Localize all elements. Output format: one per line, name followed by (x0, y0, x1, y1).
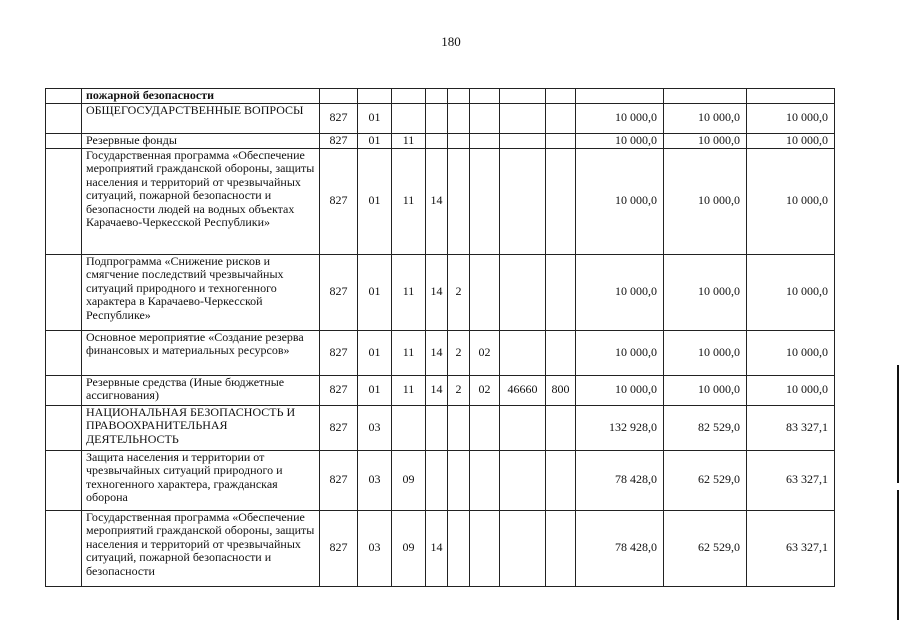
amount-cell: 78 428,0 (576, 510, 664, 586)
code-cell (500, 405, 546, 450)
code-cell: 02 (470, 330, 500, 375)
amount-cell: 83 327,1 (747, 405, 835, 450)
amount-cell: 10 000,0 (664, 133, 747, 148)
code-cell: 827 (320, 148, 358, 254)
code-cell (448, 510, 470, 586)
code-cell (470, 89, 500, 104)
code-cell: 827 (320, 103, 358, 133)
row-number-cell (46, 133, 82, 148)
code-cell: 01 (358, 103, 392, 133)
code-cell (500, 148, 546, 254)
code-cell (426, 450, 448, 510)
amount-cell: 82 529,0 (664, 405, 747, 450)
table-row (46, 510, 835, 586)
item-name-cell: НАЦИОНАЛЬНАЯ БЕЗОПАСНОСТЬ И ПРАВООХРАНИТЕЛЬНАЯ ДЕЯТЕЛЬНОСТЬ (82, 405, 320, 450)
code-cell: 09 (392, 510, 426, 586)
code-cell (448, 148, 470, 254)
code-cell: 827 (320, 450, 358, 510)
code-cell: 01 (358, 254, 392, 330)
amount-cell: 10 000,0 (747, 330, 835, 375)
code-cell: 2 (448, 375, 470, 405)
amount-cell: 10 000,0 (576, 103, 664, 133)
code-cell: 01 (358, 148, 392, 254)
table-row (46, 133, 835, 148)
code-cell (546, 148, 576, 254)
budget-table (45, 88, 835, 587)
item-name-cell: Подпрограмма «Снижение рисков и смягчение последствий чрезвычайных ситуаций природного и техногенного характера в Карачаево-Черкесской Республике» (82, 254, 320, 330)
amount-cell: 10 000,0 (576, 148, 664, 254)
table-row (46, 148, 835, 254)
amount-cell: 10 000,0 (576, 330, 664, 375)
table-row (46, 103, 835, 133)
row-number-cell (46, 254, 82, 330)
code-cell (470, 510, 500, 586)
table-row (46, 254, 835, 330)
code-cell: 03 (358, 450, 392, 510)
code-cell: 11 (392, 133, 426, 148)
table-row (46, 450, 835, 510)
code-cell (500, 330, 546, 375)
amount-cell: 10 000,0 (664, 375, 747, 405)
code-cell: 11 (392, 148, 426, 254)
amount-cell: 10 000,0 (664, 103, 747, 133)
code-cell (546, 330, 576, 375)
amount-cell: 63 327,1 (747, 450, 835, 510)
amount-cell: 62 529,0 (664, 450, 747, 510)
code-cell: 09 (392, 450, 426, 510)
code-cell (500, 510, 546, 586)
code-cell (448, 103, 470, 133)
amount-cell (747, 89, 835, 104)
code-cell (426, 103, 448, 133)
amount-cell: 10 000,0 (747, 133, 835, 148)
scan-edge-line (897, 365, 899, 483)
amount-cell: 132 928,0 (576, 405, 664, 450)
row-number-cell (46, 330, 82, 375)
code-cell: 14 (426, 330, 448, 375)
code-cell: 03 (358, 510, 392, 586)
code-cell: 11 (392, 375, 426, 405)
amount-cell: 78 428,0 (576, 450, 664, 510)
code-cell: 03 (358, 405, 392, 450)
code-cell (500, 103, 546, 133)
code-cell: 01 (358, 375, 392, 405)
code-cell (500, 133, 546, 148)
item-name-cell: пожарной безопасности (82, 89, 320, 104)
code-cell: 14 (426, 148, 448, 254)
code-cell (426, 133, 448, 148)
amount-cell: 10 000,0 (747, 148, 835, 254)
amount-cell: 10 000,0 (576, 254, 664, 330)
code-cell: 14 (426, 510, 448, 586)
item-name-cell: ОБЩЕГОСУДАРСТВЕННЫЕ ВОПРОСЫ (82, 103, 320, 133)
table-row (46, 330, 835, 375)
code-cell: 2 (448, 254, 470, 330)
code-cell (546, 133, 576, 148)
page-number: 180 (441, 34, 461, 49)
amount-cell: 10 000,0 (664, 330, 747, 375)
code-cell (470, 254, 500, 330)
table-row (46, 375, 835, 405)
code-cell: 11 (392, 330, 426, 375)
code-cell: 827 (320, 330, 358, 375)
code-cell (546, 405, 576, 450)
code-cell: 02 (470, 375, 500, 405)
code-cell: 14 (426, 254, 448, 330)
row-number-cell (46, 450, 82, 510)
item-name-cell: Основное мероприятие «Создание резерва финансовых и материальных ресурсов» (82, 330, 320, 375)
scan-edge-line (897, 490, 899, 620)
code-cell (320, 89, 358, 104)
amount-cell: 10 000,0 (664, 254, 747, 330)
row-number-cell (46, 148, 82, 254)
code-cell: 827 (320, 405, 358, 450)
code-cell (392, 89, 426, 104)
code-cell: 2 (448, 330, 470, 375)
row-number-cell (46, 375, 82, 405)
item-name-cell: Резервные фонды (82, 133, 320, 148)
code-cell (500, 450, 546, 510)
item-name-cell: Государственная программа «Обеспечение мероприятий гражданской обороны, защиты населения и территорий от чрезвычайных ситуаций, пожарной безопасности и безопасности людей на водных объектах Карачаево-Черкесской Республики» (82, 148, 320, 254)
code-cell (546, 103, 576, 133)
code-cell: 01 (358, 330, 392, 375)
table-row (46, 405, 835, 450)
code-cell (426, 89, 448, 104)
item-name-cell: Государственная программа «Обеспечение мероприятий гражданской обороны, защиты населения и территорий от чрезвычайных ситуаций, пожарной безопасности и безопасности (82, 510, 320, 586)
code-cell (448, 133, 470, 148)
code-cell: 827 (320, 375, 358, 405)
code-cell (546, 254, 576, 330)
code-cell (470, 405, 500, 450)
code-cell (546, 450, 576, 510)
code-cell (448, 405, 470, 450)
code-cell: 827 (320, 510, 358, 586)
item-name-cell: Резервные средства (Иные бюджетные ассигнования) (82, 375, 320, 405)
code-cell (470, 148, 500, 254)
row-number-cell (46, 89, 82, 104)
code-cell (546, 89, 576, 104)
row-number-cell (46, 405, 82, 450)
code-cell: 01 (358, 133, 392, 148)
code-cell (392, 405, 426, 450)
code-cell (546, 510, 576, 586)
amount-cell: 10 000,0 (747, 103, 835, 133)
code-cell (358, 89, 392, 104)
row-number-cell (46, 510, 82, 586)
code-cell (426, 405, 448, 450)
code-cell: 14 (426, 375, 448, 405)
code-cell (448, 89, 470, 104)
row-number-cell (46, 103, 82, 133)
amount-cell: 10 000,0 (664, 148, 747, 254)
amount-cell (576, 89, 664, 104)
amount-cell: 62 529,0 (664, 510, 747, 586)
code-cell (500, 89, 546, 104)
code-cell (470, 103, 500, 133)
code-cell (470, 133, 500, 148)
amount-cell: 10 000,0 (576, 133, 664, 148)
code-cell (470, 450, 500, 510)
item-name-cell: Защита населения и территории от чрезвычайных ситуаций природного и техногенного характера, гражданская оборона (82, 450, 320, 510)
code-cell (500, 254, 546, 330)
code-cell: 11 (392, 254, 426, 330)
code-cell: 800 (546, 375, 576, 405)
amount-cell: 63 327,1 (747, 510, 835, 586)
code-cell: 827 (320, 133, 358, 148)
table-row (46, 89, 835, 104)
amount-cell: 10 000,0 (747, 375, 835, 405)
amount-cell (664, 89, 747, 104)
amount-cell: 10 000,0 (576, 375, 664, 405)
amount-cell: 10 000,0 (747, 254, 835, 330)
code-cell: 46660 (500, 375, 546, 405)
code-cell: 827 (320, 254, 358, 330)
code-cell (448, 450, 470, 510)
code-cell (392, 103, 426, 133)
